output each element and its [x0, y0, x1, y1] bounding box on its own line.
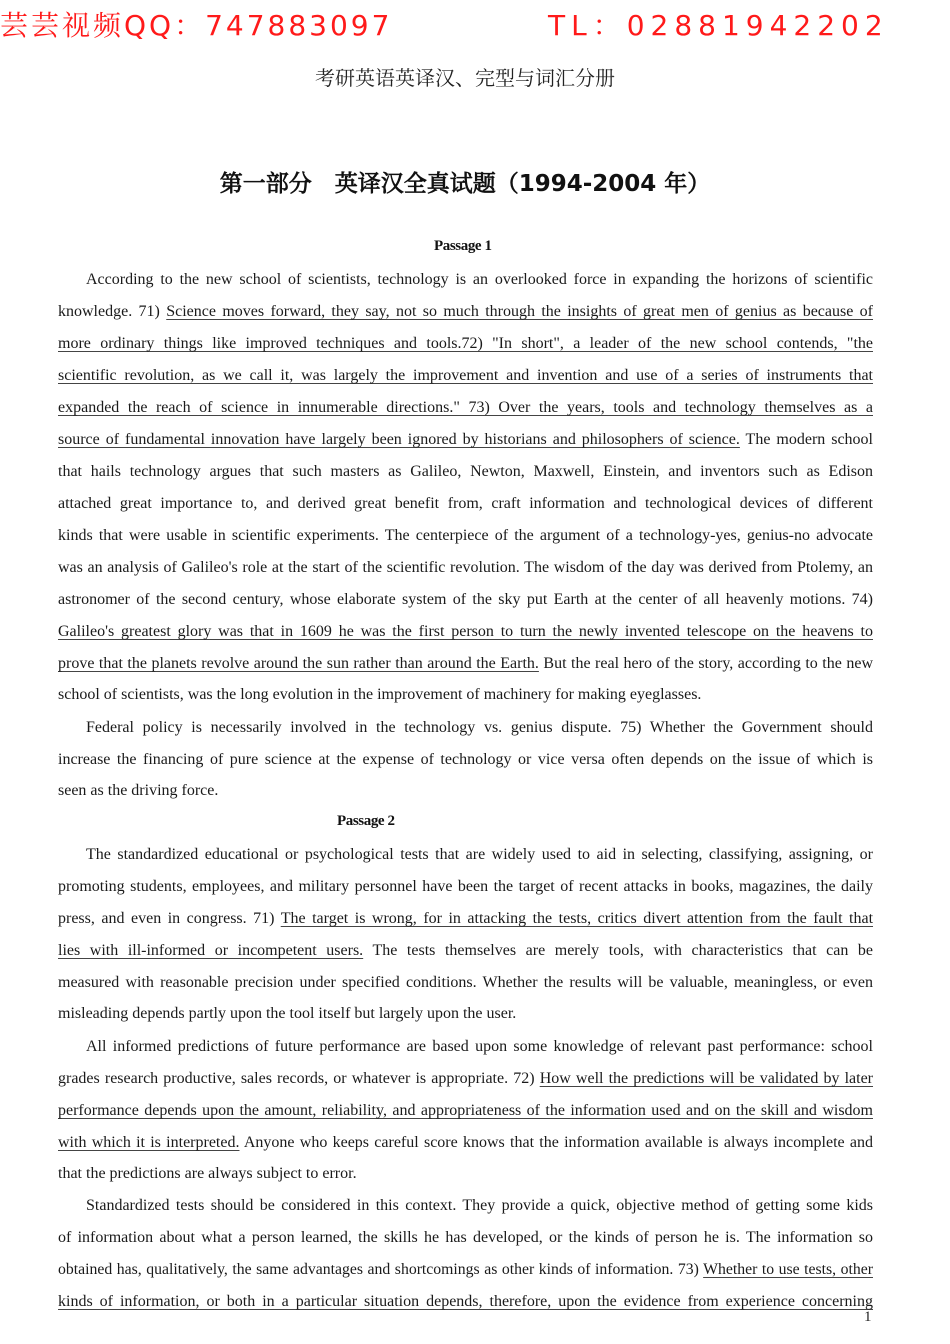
text-segment: Anyone who keeps careful score knows that the information available is always incomplete and [239, 1134, 873, 1151]
text-line [58, 971, 873, 995]
text-segment: Standardized tests should be considered in this context. They provide a quick, objective method of getting some kids [86, 1197, 873, 1214]
passage-1-heading: Passage 1 [434, 238, 492, 254]
text-line [58, 1290, 873, 1314]
text-segment: school of scientists, was the long evolution in the improvement of machinery for making eyeglasses. [58, 686, 702, 703]
translation-sentence: Science moves forward, they say, not so much through the insights of great men of genius as because of [166, 303, 874, 320]
text-line [58, 492, 873, 516]
translation-sentence: more ordinary things like improved techniques and tools.72) "In short", a leader of the new school contends, "the [58, 335, 873, 352]
translation-sentence: performance depends upon the amount, reliability, and appropriateness of the information used and on the skill and wisdom [58, 1102, 873, 1119]
text-line [58, 1226, 873, 1250]
text-segment: obtained has, qualitatively, the same advantages and shortcomings as other kinds of information. 73) [58, 1261, 704, 1278]
text-line [58, 1002, 873, 1026]
text-segment: of information about what a person learned, the skills he has developed, or the kinds of person he is. The information so [58, 1229, 873, 1246]
translation-sentence: Whether to use tests, other [703, 1261, 873, 1278]
text-line [58, 1099, 873, 1123]
text-line [86, 843, 873, 867]
text-line [58, 1162, 873, 1186]
text-segment: The modern school [739, 431, 874, 448]
text-segment: Federal policy is necessarily involved in the technology vs. genius dispute. 75) Whether the Government should [86, 719, 873, 736]
translation-sentence: with which it is interpreted. [58, 1134, 240, 1151]
translation-sentence: scientific revolution, as we call it, was largely the improvement and invention and use of a series of instruments that [58, 367, 873, 384]
watermark-qq: 芸芸视频QQ：747883097 [0, 9, 393, 42]
translation-sentence: kinds of information, or both in a particular situation depends, therefore, upon the evidence from experience concerning [58, 1293, 873, 1310]
text-segment: All informed predictions of future performance are based upon some knowledge of relevant past performance: school [86, 1038, 873, 1055]
text-segment: grades research productive, sales records, or whatever is appropriate. 72) [58, 1070, 540, 1087]
text-line [58, 588, 873, 612]
text-line [58, 748, 873, 772]
translation-sentence: How well the predictions will be validated by later [539, 1070, 874, 1087]
text-segment: astronomer of the second century, whose elaborate system of the sky put Earth at the center of all heavenly motions. 74) [58, 591, 873, 608]
text-segment: attached great importance to, and derived great benefit from, craft information and technological devices of different [58, 495, 873, 512]
text-line [58, 300, 873, 324]
text-segment: measured with reasonable precision under specified conditions. Whether the results will be valuable, meaningless, or even [58, 974, 873, 991]
text-line [58, 524, 873, 548]
text-segment: misleading depends partly upon the tool itself but largely upon the user. [58, 1005, 517, 1022]
text-segment: But the real hero of the story, according to the new [538, 655, 873, 672]
text-line [58, 364, 873, 388]
part-title: 第一部分 英译汉全真试题（1994-2004 年） [219, 171, 711, 197]
text-line [58, 396, 873, 420]
text-segment: knowledge. 71) [58, 303, 167, 320]
text-segment: seen as the driving force. [58, 782, 219, 799]
text-line [58, 620, 873, 644]
text-line [58, 1258, 873, 1282]
text-line [58, 332, 873, 356]
translation-sentence: source of fundamental innovation have largely been ignored by historians and philosophers of science. [58, 431, 740, 448]
text-segment: kinds that were usable in scientific experiments. The centerpiece of the argument of a technology-yes, genius-no advocate [58, 527, 873, 544]
text-segment: that hails technology argues that such masters as Galileo, Newton, Maxwell, Einstein, and inventors such as Edison [58, 463, 873, 480]
text-line [58, 779, 873, 803]
text-segment: press, and even in congress. 71) [58, 910, 281, 927]
text-line [58, 556, 873, 580]
text-segment: According to the new school of scientists, technology is an overlooked force in expanding the horizons of scientific [86, 271, 873, 288]
text-segment: The standardized educational or psychological tests that are widely used to aid in selecting, classifying, assigning, or [86, 846, 873, 863]
text-line [58, 652, 873, 676]
text-segment: that the predictions are always subject to error. [58, 1165, 357, 1182]
translation-sentence: expanded the reach of science in innumerable directions." 73) Over the years, tools and technology themselves as a [58, 399, 873, 416]
translation-sentence: prove that the planets revolve around the sun rather than around the Earth. [58, 655, 539, 672]
text-line [86, 268, 873, 292]
text-segment: was an analysis of Galileo's role at the start of the scientific revolution. The wisdom of the day was derived from Ptolemy, an [58, 559, 873, 576]
text-line [58, 907, 873, 931]
text-segment: increase the financing of pure science at the expense of technology or vice versa often depends on the issue of which is [58, 751, 873, 768]
text-line [86, 1035, 873, 1059]
text-segment: promoting students, employees, and military personnel have been the target of recent attacks in books, magazines, the daily [58, 878, 873, 895]
passage-2-heading: Passage 2 [337, 813, 395, 829]
translation-sentence: lies with ill-informed or incompetent users. [58, 942, 364, 959]
text-line [58, 1131, 873, 1155]
page-number: 1 [864, 1309, 872, 1325]
text-line [58, 460, 873, 484]
text-line [86, 1194, 873, 1218]
text-line [58, 1067, 873, 1091]
text-line [58, 875, 873, 899]
text-line [58, 939, 873, 963]
book-subtitle: 考研英语英译汉、完型与词汇分册 [315, 66, 615, 90]
text-line [58, 428, 873, 452]
text-segment: The tests themselves are merely tools, with characteristics that can be [363, 942, 874, 959]
text-line [58, 683, 873, 707]
translation-sentence: Galileo's greatest glory was that in 1609 he was the first person to turn the newly invented telescope on the heavens to [58, 623, 873, 640]
text-line [86, 716, 873, 740]
translation-sentence: The target is wrong, for in attacking the tests, critics divert attention from the fault that [280, 910, 874, 927]
watermark-phone: TL：02881942202 [548, 9, 889, 42]
